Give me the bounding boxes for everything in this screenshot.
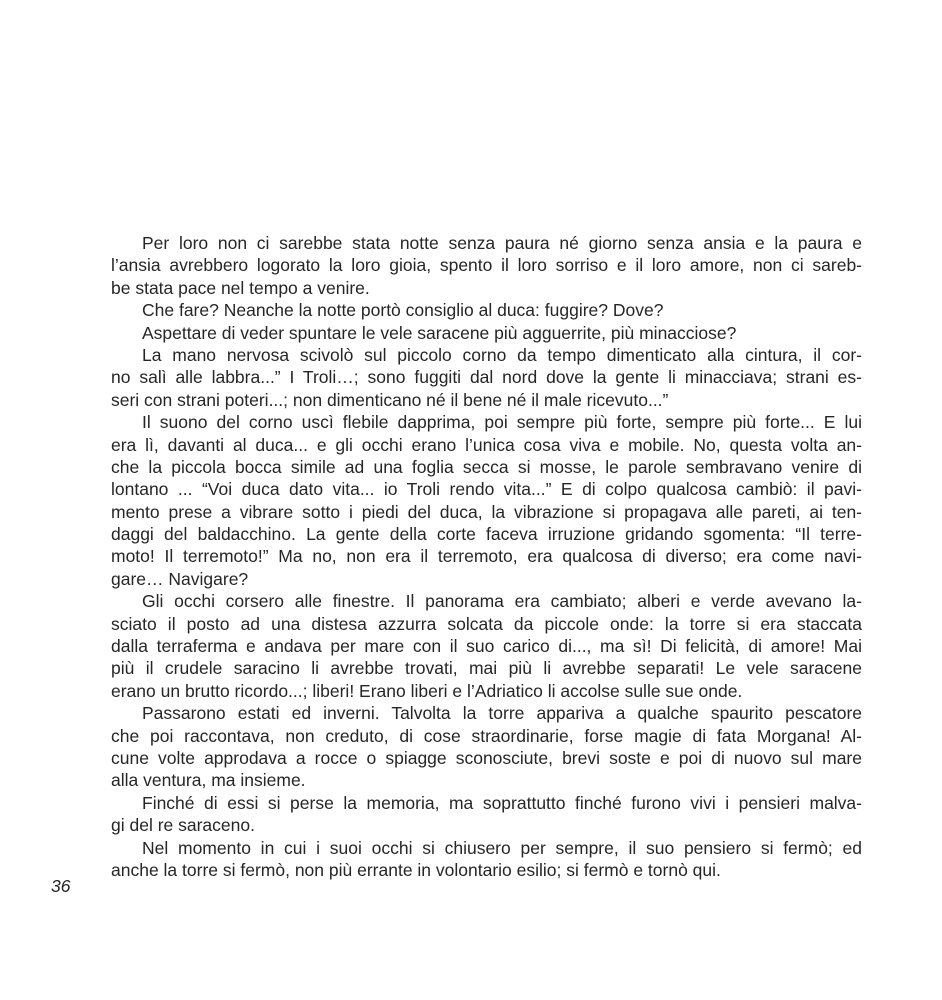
text-line: erano un brutto ricordo...; liberi! Erano liberi e l’Adriatico li accolse sulle sue onde. (111, 680, 743, 701)
text-line: che poi raccontava, non creduto, di cose straordinarie, forse magie di fata Morgana! Al- (111, 725, 862, 746)
text-line: daggi del baldacchino. La gente della corte faceva irruzione gridando sgomenta: “Il terre- (111, 524, 862, 545)
text-line: seri con strani poteri...; non dimenticano né il bene né il male ricevuto...” (111, 389, 669, 410)
text-line: Che fare? Neanche la notte portò consiglio al duca: fuggire? Dove? (142, 300, 664, 321)
text-line: dalla terraferma e andava per mare con il suo carico di..., ma sì! Di felicità, di amore! Mai (111, 636, 862, 657)
text-line: cune volte approdava a rocce o spiagge sconosciute, brevi soste e poi di nuovo sul mare (111, 747, 862, 768)
paragraph (111, 299, 862, 321)
text-line: anche la torre si fermò, non più errante in volontario esilio; si fermò e tornò qui. (111, 859, 721, 880)
text-line: che la piccola bocca simile ad una foglia secca si mosse, le parole sembravano venire di (111, 456, 862, 477)
paragraph (111, 702, 862, 792)
text-line: Aspettare di veder spuntare le vele saracene più agguerrite, più minacciose? (142, 322, 737, 343)
text-line: moto! Il terremoto!” Ma no, non era il terremoto, era qualcosa di diverso; era come navi- (111, 546, 862, 567)
text-line: Gli occhi corsero alle finestre. Il panorama era cambiato; alberi e verde avevano la- (142, 591, 862, 612)
text-line: lontano ... “Voi duca dato vita... io Troli rendo vita...” E di colpo qualcosa cambiò: il pavi- (111, 479, 862, 500)
text-line: Per loro non ci sarebbe stata notte senza paura né giorno senza ansia e la paura e (142, 233, 862, 253)
text-line: no salì alle labbra...” I Troli…; sono fuggiti dal nord dove la gente li minacciava; strani es- (111, 367, 862, 388)
paragraph (111, 344, 862, 411)
text-line: La mano nervosa scivolò sul piccolo corno da tempo dimenticato alla cintura, il cor- (142, 344, 862, 365)
text-line: Finché di essi si perse la memoria, ma soprattutto finché furono vivi i pensieri malva- (142, 792, 862, 813)
text-line: gare… Navigare? (111, 568, 249, 589)
text-line: mento prese a vibrare sotto i piedi del duca, la vibrazione si propagava alle pareti, ai ten- (111, 501, 862, 522)
text-line: era lì, davanti al duca... e gli occhi erano l’unica cosa viva e mobile. No, questa volta an- (111, 434, 862, 455)
paragraph (111, 590, 862, 702)
page-number: 36 (51, 876, 71, 896)
text-line: Passarono estati ed inverni. Talvolta la torre appariva a qualche spaurito pescatore (142, 703, 862, 724)
paragraph (111, 792, 862, 837)
text-line: l’ansia avrebbero logorato la loro gioia, spento il loro sorriso e il loro amore, non ci sareb- (111, 255, 862, 276)
story-text (111, 232, 862, 881)
text-line: be stata pace nel tempo a venire. (111, 277, 370, 298)
paragraph (111, 837, 862, 882)
text-line: gi del re saraceno. (111, 815, 255, 836)
text-line: Nel momento in cui i suoi occhi si chiusero per sempre, il suo pensiero si fermò; ed (142, 837, 862, 858)
text-line: Il suono del corno uscì flebile dapprima, poi sempre più forte, sempre più forte... E lui (142, 412, 862, 433)
text-line: più il crudele saracino li avrebbe trovati, mai più li avrebbe separati! Le vele saracene (111, 658, 862, 679)
text-line: sciato il posto ad una distesa azzurra solcata da piccole onde: la torre si era staccata (111, 613, 862, 634)
paragraph (111, 411, 862, 590)
text-line: alla ventura, ma insieme. (111, 770, 306, 791)
paragraph (111, 322, 862, 344)
paragraph (111, 232, 862, 299)
